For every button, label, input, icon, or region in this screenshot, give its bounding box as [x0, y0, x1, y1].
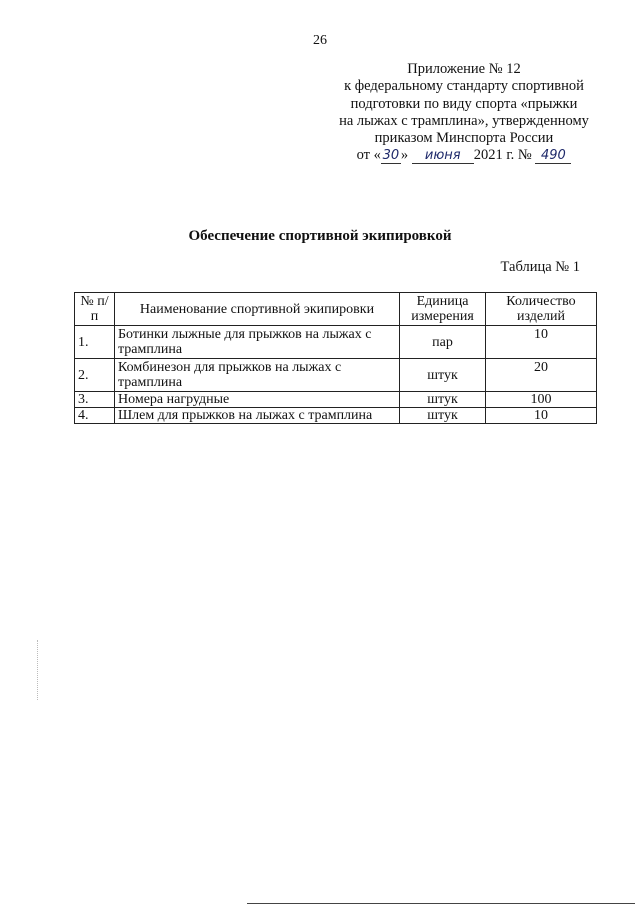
row-quantity: 20	[486, 359, 597, 392]
annex-line-3: подготовки по виду спорта «прыжки	[350, 95, 578, 112]
header-unit: Единица измерения	[400, 293, 486, 326]
row-number: 4.	[75, 408, 115, 424]
document-title: Обеспечение спортивной экипировкой	[188, 228, 452, 244]
scan-margin-mark	[37, 640, 38, 700]
scan-edge-line	[247, 903, 635, 904]
equipment-table	[74, 292, 597, 424]
header-name: Наименование спортивной экипировки	[115, 293, 400, 326]
date-mid: »	[400, 147, 409, 164]
row-name: Шлем для прыжков на лыжах с трамплина	[115, 408, 400, 424]
row-name: Номера нагрудные	[115, 392, 400, 408]
header-quantity: Количество изделий	[486, 293, 597, 326]
table-row	[75, 408, 597, 424]
row-name: Комбинезон для прыжков на лыжах с трамплина	[115, 359, 400, 392]
annex-line-2: к федеральному стандарту спортивной	[344, 78, 584, 95]
table-row	[75, 359, 597, 392]
row-number: 1.	[75, 326, 115, 359]
table-label: Таблица № 1	[500, 259, 580, 275]
annex-line-5: приказом Минспорта России	[374, 130, 554, 147]
row-unit: штук	[400, 392, 486, 408]
annex-date-line	[318, 147, 610, 164]
date-prefix: от «	[356, 147, 381, 164]
date-day-handwritten: 30	[382, 148, 400, 164]
row-quantity: 100	[486, 392, 597, 408]
row-number: 3.	[75, 392, 115, 408]
table-row	[75, 326, 597, 359]
row-number: 2.	[75, 359, 115, 392]
order-number-handwritten: 490	[535, 149, 571, 164]
annex-line-1: Приложение № 12	[407, 61, 521, 77]
row-unit: штук	[400, 359, 486, 392]
row-unit: штук	[400, 408, 486, 424]
row-quantity: 10	[486, 408, 597, 424]
row-quantity: 10	[486, 326, 597, 359]
row-unit: пар	[400, 326, 486, 359]
page-number: 26	[313, 33, 327, 48]
table-row	[75, 392, 597, 408]
annex-header	[318, 61, 610, 165]
table-header-row	[75, 293, 597, 326]
date-month-handwritten: июня	[412, 149, 474, 164]
row-name: Ботинки лыжные для прыжков на лыжах с трамплина	[115, 326, 400, 359]
date-year: 2021 г. №	[473, 147, 532, 164]
header-number: № п/п	[75, 293, 115, 326]
annex-line-4: на лыжах с трамплина», утвержденному	[339, 112, 589, 129]
